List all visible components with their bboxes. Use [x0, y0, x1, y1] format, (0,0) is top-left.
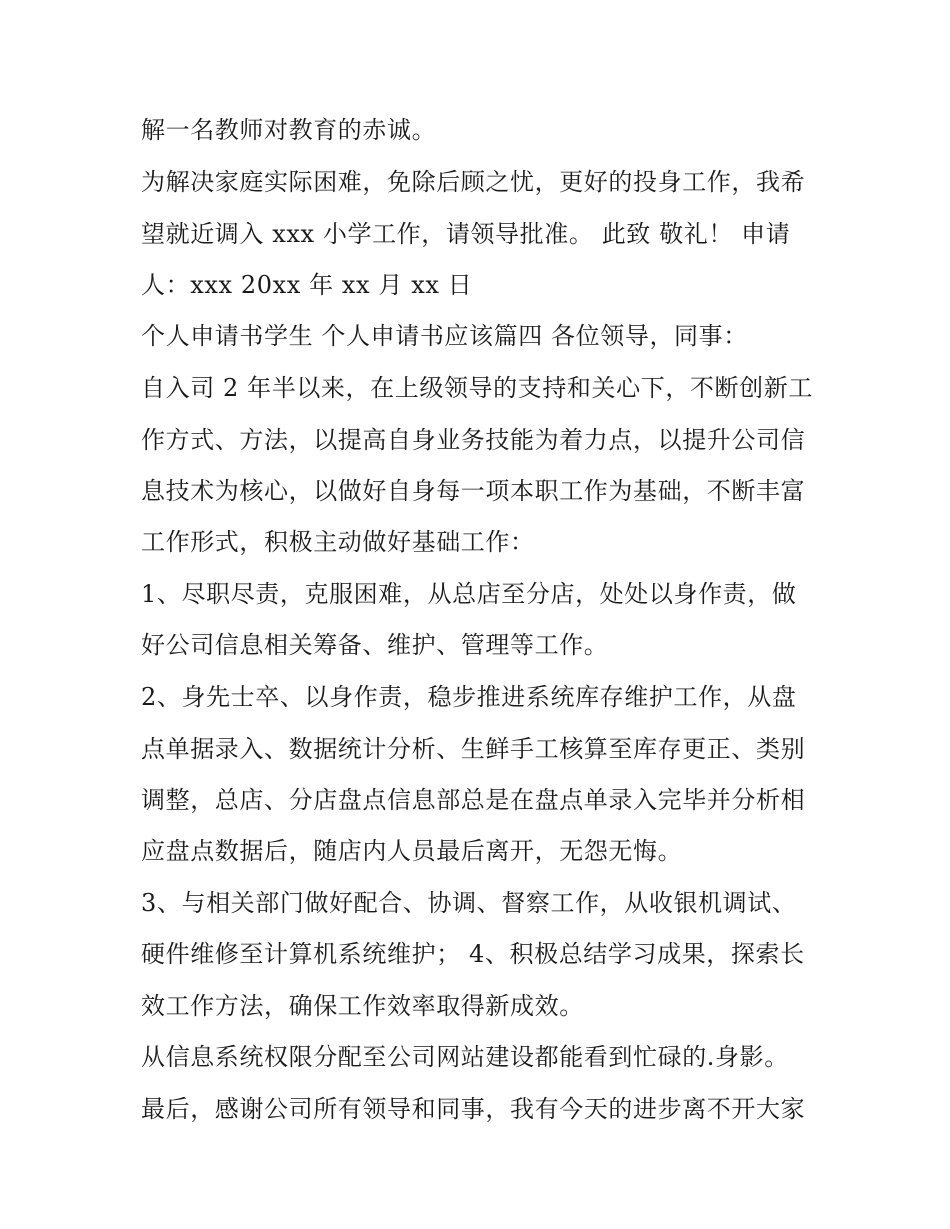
text-line: 调整，总店、分店盘点信息部总是在盘点单录入完毕并分析相: [141, 786, 806, 814]
text-line: 人：xxx 20xx 年 xx 月 xx 日: [141, 271, 473, 299]
text-line: 自入司 2 年半以来，在上级领导的支持和关心下，不断创新工: [141, 374, 813, 402]
text-line: 作方式、方法，以提高自身业务技能为着力点，以提升公司信: [141, 426, 806, 454]
text-line: 3、与相关部门做好配合、协调、督察工作，从收银机调试、: [141, 889, 797, 917]
text-line: 好公司信息相关筹备、维护、管理等工作。: [141, 631, 609, 659]
text-line: 1、尽职尽责，克服困难，从总店至分店，处处以身作责，做: [141, 580, 797, 608]
text-line: 工作形式，积极主动做好基础工作：: [141, 528, 535, 556]
text-line: 从信息系统权限分配至公司网站建设都能看到忙碌的.身影。: [141, 1043, 789, 1071]
text-line: 点单据录入、数据统计分析、生鲜手工核算至库存更正、类别: [141, 735, 806, 763]
text-line: 个人申请书学生 个人申请书应该篇四 各位领导，同事：: [141, 322, 748, 350]
text-line: 2、身先士卒、以身作责，稳步推进系统库存维护工作，从盘: [141, 683, 797, 711]
text-line: 息技术为核心，以做好自身每一项本职工作为基础，不断丰富: [141, 477, 806, 505]
text-line: 硬件维修至计算机系统维护； 4、积极总结学习成果，探索长: [141, 940, 805, 968]
text-line: 望就近调入 xxx 小学工作，请领导批准。 此致 敬礼！ 申请: [141, 220, 791, 248]
text-line: 最后，感谢公司所有领导和同事，我有今天的进步离不开大家: [141, 1095, 806, 1123]
text-line: 效工作方法，确保工作效率取得新成效。: [141, 992, 584, 1020]
text-line: 解一名教师对教育的赤诚。: [141, 116, 437, 144]
text-line: 应盘点数据后，随店内人员最后离开，无怨无悔。: [141, 837, 683, 865]
text-line: 为解决家庭实际困难，免除后顾之忧，更好的投身工作，我希: [141, 168, 806, 196]
